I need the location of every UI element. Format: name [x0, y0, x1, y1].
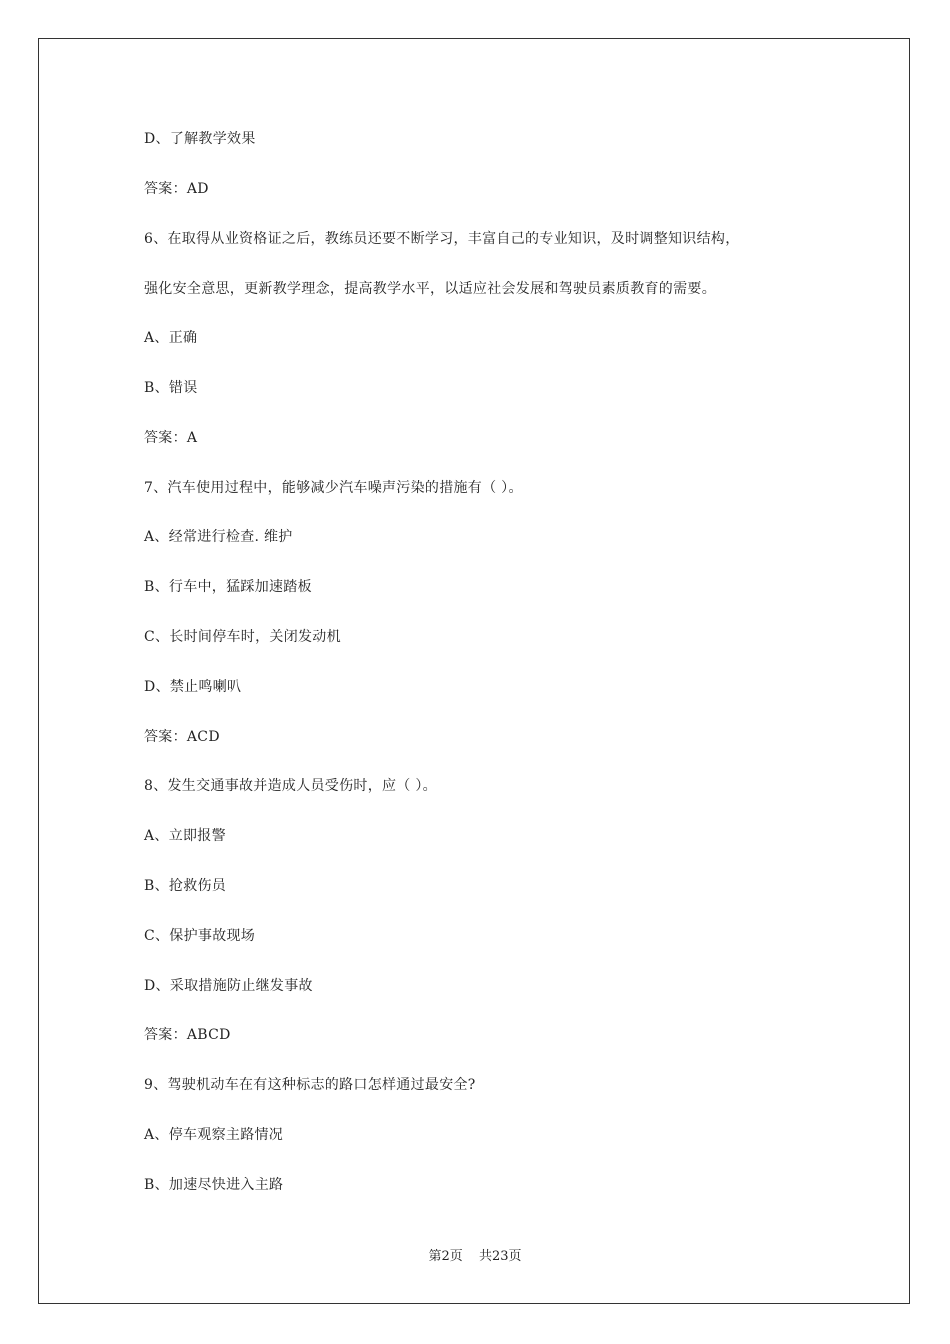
- option-7a: A、经常进行检查. 维护: [144, 529, 293, 545]
- answer-7: 答案：ACD: [144, 729, 220, 745]
- option-6a: A、正确: [144, 330, 198, 346]
- answer-6: 答案：A: [144, 430, 198, 446]
- answer-5: 答案：AD: [144, 181, 209, 197]
- option-9b: B、加速尽快进入主路: [144, 1177, 284, 1193]
- option-7d: D、禁止鸣喇叭: [144, 679, 242, 695]
- page-number: 第2页: [428, 1249, 463, 1264]
- option-9a: A、停车观察主路情况: [144, 1127, 284, 1143]
- question-8: 8、发生交通事故并造成人员受伤时，应（ ）。: [144, 778, 437, 794]
- question-6-line2: 强化安全意思，更新教学理念，提高教学水平，以适应社会发展和驾驶员素质教育的需要。: [144, 281, 716, 297]
- option-8a: A、立即报警: [144, 828, 226, 844]
- question-9: 9、驾驶机动车在有这种标志的路口怎样通过最安全?: [144, 1077, 476, 1093]
- question-7: 7、汽车使用过程中，能够减少汽车噪声污染的措施有（ ）。: [144, 480, 523, 496]
- page-frame: [38, 38, 910, 1304]
- option-8c: C、保护事故现场: [144, 928, 256, 944]
- option-7b: B、行车中，猛踩加速踏板: [144, 579, 312, 595]
- option-8b: B、抢救伤员: [144, 878, 227, 894]
- page-total: 共23页: [478, 1249, 522, 1264]
- option-6b: B、错误: [144, 380, 198, 396]
- option-7c: C、长时间停车时，关闭发动机: [144, 629, 341, 645]
- answer-8: 答案：ABCD: [144, 1027, 231, 1043]
- option-8d: D、采取措施防止继发事故: [144, 978, 313, 994]
- page-footer: [0, 1248, 950, 1266]
- option-6d: D、了解教学效果: [144, 131, 256, 147]
- question-6-line1: 6、在取得从业资格证之后，教练员还要不断学习，丰富自己的专业知识，及时调整知识结构，: [144, 231, 740, 247]
